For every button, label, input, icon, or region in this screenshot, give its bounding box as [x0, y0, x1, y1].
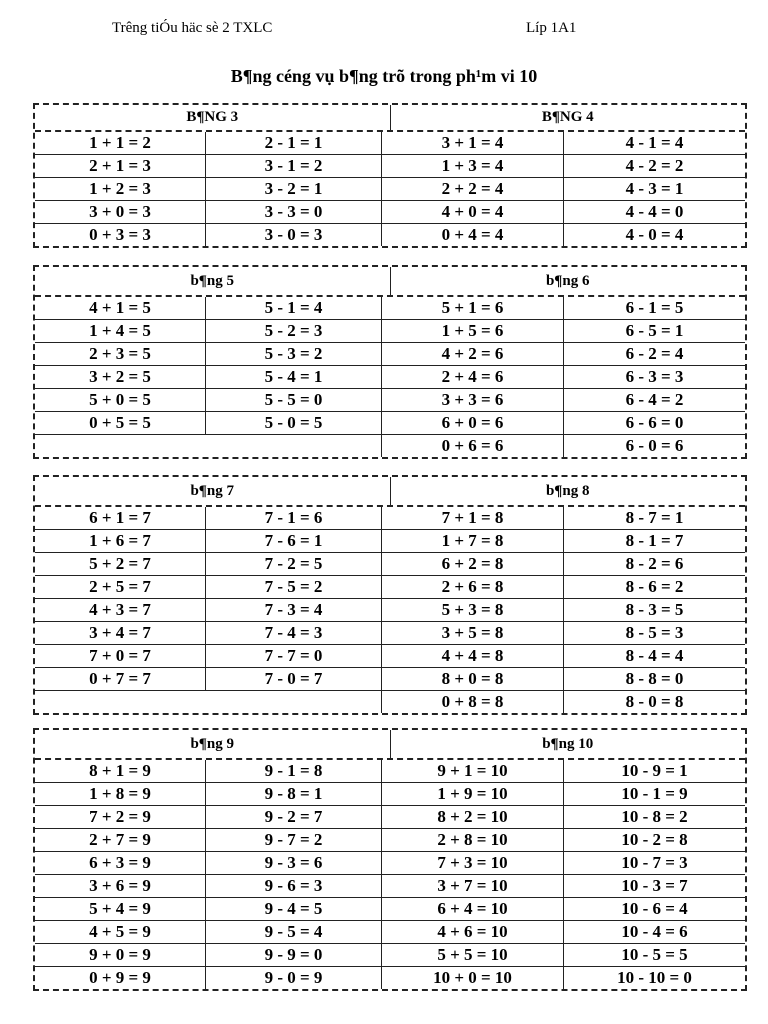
subtraction-cell: 5 - 3 = 2	[206, 343, 382, 365]
addition-cell: 5 + 2 = 7	[35, 553, 206, 575]
subtraction-cell: 5 - 4 = 1	[206, 366, 382, 388]
table-title: b¶ng 10	[542, 736, 594, 752]
addition-cell: 1 + 7 = 8	[382, 530, 564, 552]
table-row	[35, 852, 745, 875]
addition-cell: 4 + 2 = 6	[382, 343, 564, 365]
addition-cell: 4 + 4 = 8	[382, 645, 564, 667]
addition-cell: 0 + 8 = 8	[382, 691, 564, 713]
subtraction-cell: 9 - 7 = 2	[206, 829, 382, 851]
addition-cell: 6 + 1 = 7	[35, 507, 206, 529]
addition-cell: 3 + 1 = 4	[382, 132, 564, 154]
subtraction-cell: 8 - 4 = 4	[625, 646, 684, 665]
addition-cell: 0 + 3 = 3	[35, 224, 206, 246]
subtraction-cell: 10 - 8 = 2	[621, 807, 688, 826]
subtraction-cell: 5 - 0 = 5	[206, 412, 382, 434]
subtraction-cell: 7 - 0 = 7	[206, 668, 382, 690]
addition-cell: 0 + 5 = 5	[35, 412, 206, 434]
subtraction-cell: 7 - 6 = 1	[206, 530, 382, 552]
addition-cell: 1 + 5 = 6	[382, 320, 564, 342]
table-row	[35, 553, 745, 576]
addition-cell: 0 + 7 = 7	[35, 668, 206, 690]
subtraction-cell: 8 - 3 = 5	[625, 600, 684, 619]
subtraction-cell: 9 - 0 = 9	[206, 967, 382, 989]
addition-cell: 1 + 8 = 9	[35, 783, 206, 805]
table-title: b¶ng 9	[35, 730, 391, 758]
empty-cell	[35, 691, 382, 713]
subtraction-cell: 9 - 9 = 0	[206, 944, 382, 966]
table-header	[35, 730, 745, 760]
addition-cell: 6 + 3 = 9	[35, 852, 206, 874]
school-name: Trêng tiÓu häc sè 2 TXLC	[112, 20, 273, 36]
table-row	[35, 297, 745, 320]
addition-cell: 2 + 1 = 3	[35, 155, 206, 177]
addition-cell: 2 + 2 = 4	[382, 178, 564, 200]
table-row	[35, 898, 745, 921]
subtraction-cell: 5 - 1 = 4	[206, 297, 382, 319]
addition-cell: 3 + 4 = 7	[35, 622, 206, 644]
subtraction-cell: 9 - 8 = 1	[206, 783, 382, 805]
table-row	[35, 668, 745, 691]
subtraction-cell: 9 - 4 = 5	[206, 898, 382, 920]
table-row	[35, 622, 745, 645]
subtraction-cell: 10 - 9 = 1	[621, 761, 688, 780]
subtraction-cell: 7 - 1 = 6	[206, 507, 382, 529]
addition-cell: 2 + 6 = 8	[382, 576, 564, 598]
table-9-10	[33, 728, 747, 991]
addition-cell: 7 + 0 = 7	[35, 645, 206, 667]
table-header	[35, 267, 745, 297]
subtraction-cell: 10 - 1 = 9	[621, 784, 688, 803]
addition-cell: 0 + 6 = 6	[382, 435, 564, 457]
subtraction-cell: 4 - 0 = 4	[625, 225, 684, 244]
subtraction-cell: 7 - 3 = 4	[206, 599, 382, 621]
subtraction-cell: 5 - 2 = 3	[206, 320, 382, 342]
addition-cell: 3 + 5 = 8	[382, 622, 564, 644]
table-row	[35, 875, 745, 898]
subtraction-cell: 10 - 3 = 7	[621, 876, 688, 895]
subtraction-cell: 6 - 4 = 2	[625, 390, 684, 409]
table-7-8	[33, 475, 747, 715]
addition-cell: 8 + 2 = 10	[382, 806, 564, 828]
addition-cell: 2 + 7 = 9	[35, 829, 206, 851]
table-title: B¶NG 4	[541, 109, 594, 125]
table-row	[35, 921, 745, 944]
table-row	[35, 783, 745, 806]
subtraction-cell: 8 - 8 = 0	[625, 669, 684, 688]
addition-cell: 4 + 5 = 9	[35, 921, 206, 943]
table-5-6	[33, 265, 747, 459]
table-header	[35, 105, 745, 132]
subtraction-cell: 10 - 4 = 6	[621, 922, 688, 941]
table-row	[35, 389, 745, 412]
addition-cell: 9 + 0 = 9	[35, 944, 206, 966]
subtraction-cell: 3 - 0 = 3	[206, 224, 382, 246]
subtraction-cell: 7 - 4 = 3	[206, 622, 382, 644]
addition-cell: 0 + 9 = 9	[35, 967, 206, 989]
table-row	[35, 366, 745, 389]
subtraction-cell: 4 - 3 = 1	[625, 179, 684, 198]
addition-cell: 4 + 6 = 10	[382, 921, 564, 943]
addition-cell: 8 + 1 = 9	[35, 760, 206, 782]
subtraction-cell: 4 - 2 = 2	[625, 156, 684, 175]
subtraction-cell: 6 - 1 = 5	[625, 298, 684, 317]
subtraction-cell: 5 - 5 = 0	[206, 389, 382, 411]
table-title: b¶ng 6	[545, 273, 590, 289]
table-row	[35, 155, 745, 178]
addition-cell: 7 + 3 = 10	[382, 852, 564, 874]
addition-cell: 0 + 4 = 4	[382, 224, 564, 246]
subtraction-cell: 4 - 4 = 0	[625, 202, 684, 221]
addition-cell: 6 + 4 = 10	[382, 898, 564, 920]
subtraction-cell: 8 - 5 = 3	[625, 623, 684, 642]
addition-cell: 1 + 1 = 2	[35, 132, 206, 154]
subtraction-cell: 4 - 1 = 4	[625, 133, 684, 152]
addition-cell: 2 + 4 = 6	[382, 366, 564, 388]
subtraction-cell: 9 - 6 = 3	[206, 875, 382, 897]
addition-cell: 3 + 7 = 10	[382, 875, 564, 897]
table-title: b¶ng 7	[35, 477, 391, 505]
subtraction-cell: 6 - 5 = 1	[625, 321, 684, 340]
subtraction-cell: 6 - 6 = 0	[625, 413, 684, 432]
table-row	[35, 576, 745, 599]
subtraction-cell: 8 - 7 = 1	[625, 508, 684, 527]
addition-cell: 3 + 3 = 6	[382, 389, 564, 411]
addition-cell: 5 + 1 = 6	[382, 297, 564, 319]
table-header	[35, 477, 745, 507]
class-name: Líp 1A1	[526, 20, 577, 36]
subtraction-cell: 6 - 3 = 3	[625, 367, 684, 386]
subtraction-cell: 3 - 1 = 2	[206, 155, 382, 177]
subtraction-cell: 9 - 3 = 6	[206, 852, 382, 874]
addition-cell: 10 + 0 = 10	[382, 967, 564, 989]
table-row	[35, 343, 745, 366]
subtraction-cell: 8 - 6 = 2	[625, 577, 684, 596]
addition-cell: 8 + 0 = 8	[382, 668, 564, 690]
subtraction-cell: 3 - 2 = 1	[206, 178, 382, 200]
table-row	[35, 760, 745, 783]
addition-cell: 3 + 0 = 3	[35, 201, 206, 223]
empty-cell	[35, 435, 382, 457]
table-row	[35, 530, 745, 553]
table-row	[35, 806, 745, 829]
table-row	[35, 691, 745, 713]
addition-cell: 1 + 6 = 7	[35, 530, 206, 552]
addition-cell: 4 + 0 = 4	[382, 201, 564, 223]
table-row	[35, 507, 745, 530]
subtraction-cell: 10 - 6 = 4	[621, 899, 688, 918]
subtraction-cell: 3 - 3 = 0	[206, 201, 382, 223]
subtraction-cell: 10 - 10 = 0	[617, 968, 692, 987]
addition-cell: 1 + 3 = 4	[382, 155, 564, 177]
addition-cell: 7 + 1 = 8	[382, 507, 564, 529]
addition-cell: 1 + 2 = 3	[35, 178, 206, 200]
table-row	[35, 829, 745, 852]
addition-cell: 1 + 9 = 10	[382, 783, 564, 805]
table-row	[35, 178, 745, 201]
subtraction-cell: 7 - 2 = 5	[206, 553, 382, 575]
addition-cell: 3 + 2 = 5	[35, 366, 206, 388]
table-row	[35, 320, 745, 343]
subtraction-cell: 10 - 5 = 5	[621, 945, 688, 964]
addition-cell: 6 + 0 = 6	[382, 412, 564, 434]
subtraction-cell: 9 - 2 = 7	[206, 806, 382, 828]
table-row	[35, 224, 745, 246]
addition-cell: 5 + 0 = 5	[35, 389, 206, 411]
table-row	[35, 412, 745, 435]
subtraction-cell: 10 - 2 = 8	[621, 830, 688, 849]
subtraction-cell: 8 - 2 = 6	[625, 554, 684, 573]
addition-cell: 5 + 4 = 9	[35, 898, 206, 920]
subtraction-cell: 9 - 1 = 8	[206, 760, 382, 782]
table-row	[35, 599, 745, 622]
page-title: B¶ng céng vụ b¶ng trõ trong ph¹m vi 10	[230, 66, 538, 86]
table-title: b¶ng 8	[545, 483, 590, 499]
subtraction-cell: 8 - 0 = 8	[625, 692, 684, 711]
addition-cell: 2 + 8 = 10	[382, 829, 564, 851]
subtraction-cell: 9 - 5 = 4	[206, 921, 382, 943]
table-row	[35, 435, 745, 457]
subtraction-cell: 7 - 5 = 2	[206, 576, 382, 598]
addition-cell: 9 + 1 = 10	[382, 760, 564, 782]
table-row	[35, 944, 745, 967]
addition-cell: 5 + 3 = 8	[382, 599, 564, 621]
subtraction-cell: 7 - 7 = 0	[206, 645, 382, 667]
addition-cell: 2 + 3 = 5	[35, 343, 206, 365]
table-title: B¶NG 3	[35, 105, 391, 130]
table-title: b¶ng 5	[35, 267, 391, 295]
addition-cell: 4 + 3 = 7	[35, 599, 206, 621]
addition-cell: 5 + 5 = 10	[382, 944, 564, 966]
subtraction-cell: 8 - 1 = 7	[625, 531, 684, 550]
subtraction-cell: 6 - 0 = 6	[625, 436, 684, 455]
table-row	[35, 201, 745, 224]
table-3-4	[33, 103, 747, 248]
subtraction-cell: 2 - 1 = 1	[206, 132, 382, 154]
table-row	[35, 645, 745, 668]
addition-cell: 7 + 2 = 9	[35, 806, 206, 828]
addition-cell: 2 + 5 = 7	[35, 576, 206, 598]
addition-cell: 3 + 6 = 9	[35, 875, 206, 897]
addition-cell: 4 + 1 = 5	[35, 297, 206, 319]
addition-cell: 1 + 4 = 5	[35, 320, 206, 342]
subtraction-cell: 6 - 2 = 4	[625, 344, 684, 363]
addition-cell: 6 + 2 = 8	[382, 553, 564, 575]
table-row	[35, 132, 745, 155]
table-row	[35, 967, 745, 989]
subtraction-cell: 10 - 7 = 3	[621, 853, 688, 872]
